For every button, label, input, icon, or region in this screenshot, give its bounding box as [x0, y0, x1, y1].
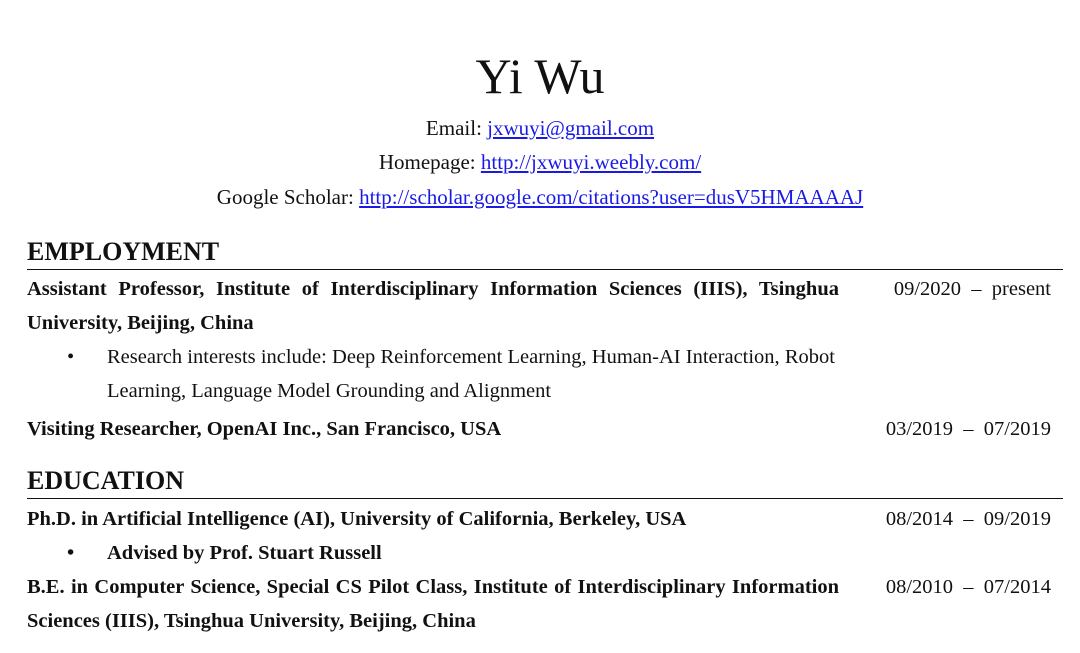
entry-title: Assistant Professor, Institute of Interdisciplinary Information Sciences (IIIS), Tsinghua University, Beijing, China — [27, 278, 839, 334]
employment-heading: EMPLOYMENT — [27, 237, 220, 266]
entry-dates: 09/2020 – present — [893, 278, 1051, 300]
bullet-text: Advised by Prof. Stuart Russell — [107, 542, 382, 564]
scholar-line — [0, 184, 1080, 210]
email-link[interactable]: jxwuyi@gmail.com — [487, 116, 655, 140]
education-heading: EDUCATION — [27, 466, 184, 495]
scholar-link[interactable]: http://scholar.google.com/citations?user=dusV5HMAAAAJ — [359, 185, 864, 209]
education-entry-be — [27, 570, 1063, 638]
bullet-item — [27, 340, 867, 408]
employment-entry-openai — [27, 412, 1063, 446]
entry-title: B.E. in Computer Science, Special CS Pilot Class, Institute of Interdisciplinary Information Sciences (IIIS), Tsinghua University, Beijing, China — [27, 576, 839, 632]
entry-title: Visiting Researcher, OpenAI Inc., San Francisco, USA — [27, 418, 502, 440]
homepage-label: Homepage: — [378, 150, 481, 174]
scholar-label: Google Scholar: — [216, 185, 360, 209]
bullet-icon: • — [67, 346, 75, 368]
employment-divider — [27, 269, 1063, 270]
homepage-line — [0, 149, 1080, 175]
email-line — [0, 115, 1080, 141]
education-divider — [27, 498, 1063, 499]
education-entry-phd — [27, 502, 1063, 536]
employment-entry-iiis — [27, 272, 1063, 340]
bullet-icon: • — [67, 542, 75, 564]
bullet-text: Research interests include: Deep Reinforcement Learning, Human-AI Interaction, Robot Learning, Language Model Grounding and Alignment — [107, 346, 835, 402]
bullet-item — [27, 536, 867, 570]
entry-dates: 08/2010 – 07/2014 — [885, 576, 1051, 598]
entry-title: Ph.D. in Artificial Intelligence (AI), University of California, Berkeley, USA — [27, 508, 687, 530]
homepage-link[interactable]: http://jxwuyi.weebly.com/ — [480, 150, 702, 174]
entry-dates: 08/2014 – 09/2019 — [885, 508, 1051, 530]
email-label: Email: — [425, 116, 488, 140]
cv-name: Yi Wu — [475, 48, 605, 104]
entry-dates: 03/2019 – 07/2019 — [885, 418, 1051, 440]
